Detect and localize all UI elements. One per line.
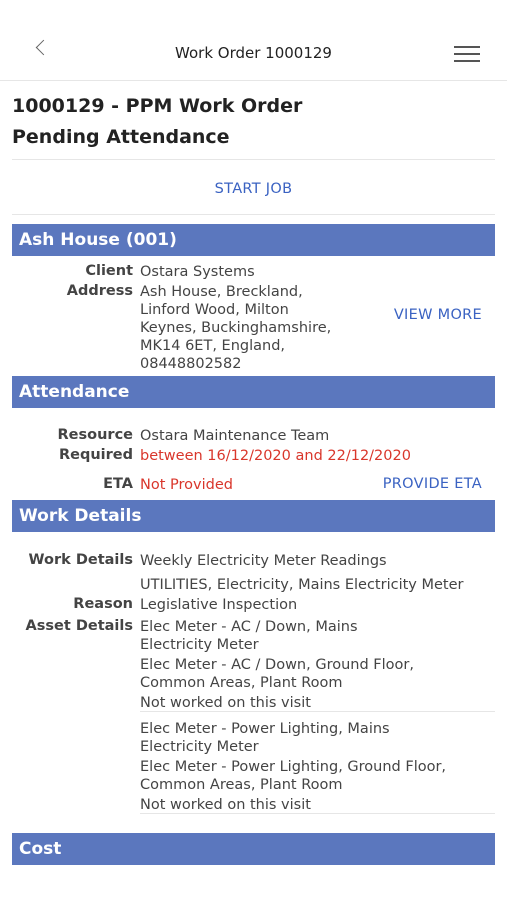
- required-value: between 16/12/2020 and 22/12/2020: [140, 448, 411, 464]
- section-header-attendance: Attendance: [12, 376, 495, 408]
- section-header-location: Ash House (001): [12, 224, 495, 256]
- resource-value: Ostara Maintenance Team: [140, 428, 330, 444]
- work-details-value: Weekly Electricity Meter Readings: [140, 553, 387, 569]
- asset-location: Elec Meter - AC / Down, Ground Floor,: [140, 657, 414, 673]
- reason-value: Legislative Inspection: [140, 597, 298, 613]
- asset-details-label: Asset Details: [25, 618, 133, 634]
- asset-description: Electricity Meter: [140, 637, 259, 653]
- top-bar: [0, 0, 507, 81]
- resource-label: Resource: [57, 427, 133, 443]
- start-job-button[interactable]: START JOB: [214, 181, 293, 197]
- start-job-container: [0, 178, 507, 197]
- asset-item: [140, 618, 414, 712]
- asset-item: [140, 720, 446, 814]
- address-line: 08448802582: [140, 356, 242, 372]
- eta-label: ETA: [103, 476, 133, 492]
- page-title: Work Order 1000129: [175, 44, 332, 62]
- work-order-heading: 1000129 - PPM Work Order: [12, 95, 303, 117]
- address-line: Ash House, Breckland,: [140, 284, 303, 300]
- asset-description: Elec Meter - AC / Down, Mains: [140, 619, 358, 635]
- asset-description: Electricity Meter: [140, 739, 259, 755]
- address-line: MK14 6ET, England,: [140, 338, 286, 354]
- work-order-status: Pending Attendance: [12, 126, 230, 148]
- divider: [12, 214, 495, 215]
- divider: [12, 159, 495, 160]
- asset-location: Common Areas, Plant Room: [140, 675, 343, 691]
- asset-status: Not worked on this visit: [140, 797, 311, 813]
- address-value: [140, 283, 331, 373]
- provide-eta-button[interactable]: PROVIDE ETA: [382, 476, 482, 492]
- address-label: Address: [66, 283, 133, 299]
- asset-status: Not worked on this visit: [140, 695, 311, 711]
- client-value: Ostara Systems: [140, 264, 255, 280]
- address-line: Keynes, Buckinghamshire,: [140, 320, 332, 336]
- section-header-work-details: Work Details: [12, 500, 495, 532]
- section-header-cost: Cost: [12, 833, 495, 865]
- reason-label: Reason: [73, 596, 133, 612]
- asset-description: Elec Meter - Power Lighting, Mains: [140, 721, 390, 737]
- required-label: Required: [58, 447, 133, 463]
- client-label: Client: [85, 263, 133, 279]
- view-more-button[interactable]: VIEW MORE: [393, 307, 482, 323]
- asset-divider: [140, 813, 495, 814]
- asset-divider: [140, 711, 495, 712]
- address-line: Linford Wood, Milton: [140, 302, 289, 318]
- eta-value: Not Provided: [140, 477, 233, 493]
- asset-location: Elec Meter - Power Lighting, Ground Floor,: [140, 759, 447, 775]
- work-category-value: UTILITIES, Electricity, Mains Electricity Meter: [140, 577, 464, 593]
- hamburger-menu-icon[interactable]: [454, 46, 480, 62]
- work-details-label: Work Details: [28, 552, 133, 568]
- asset-location: Common Areas, Plant Room: [140, 777, 343, 793]
